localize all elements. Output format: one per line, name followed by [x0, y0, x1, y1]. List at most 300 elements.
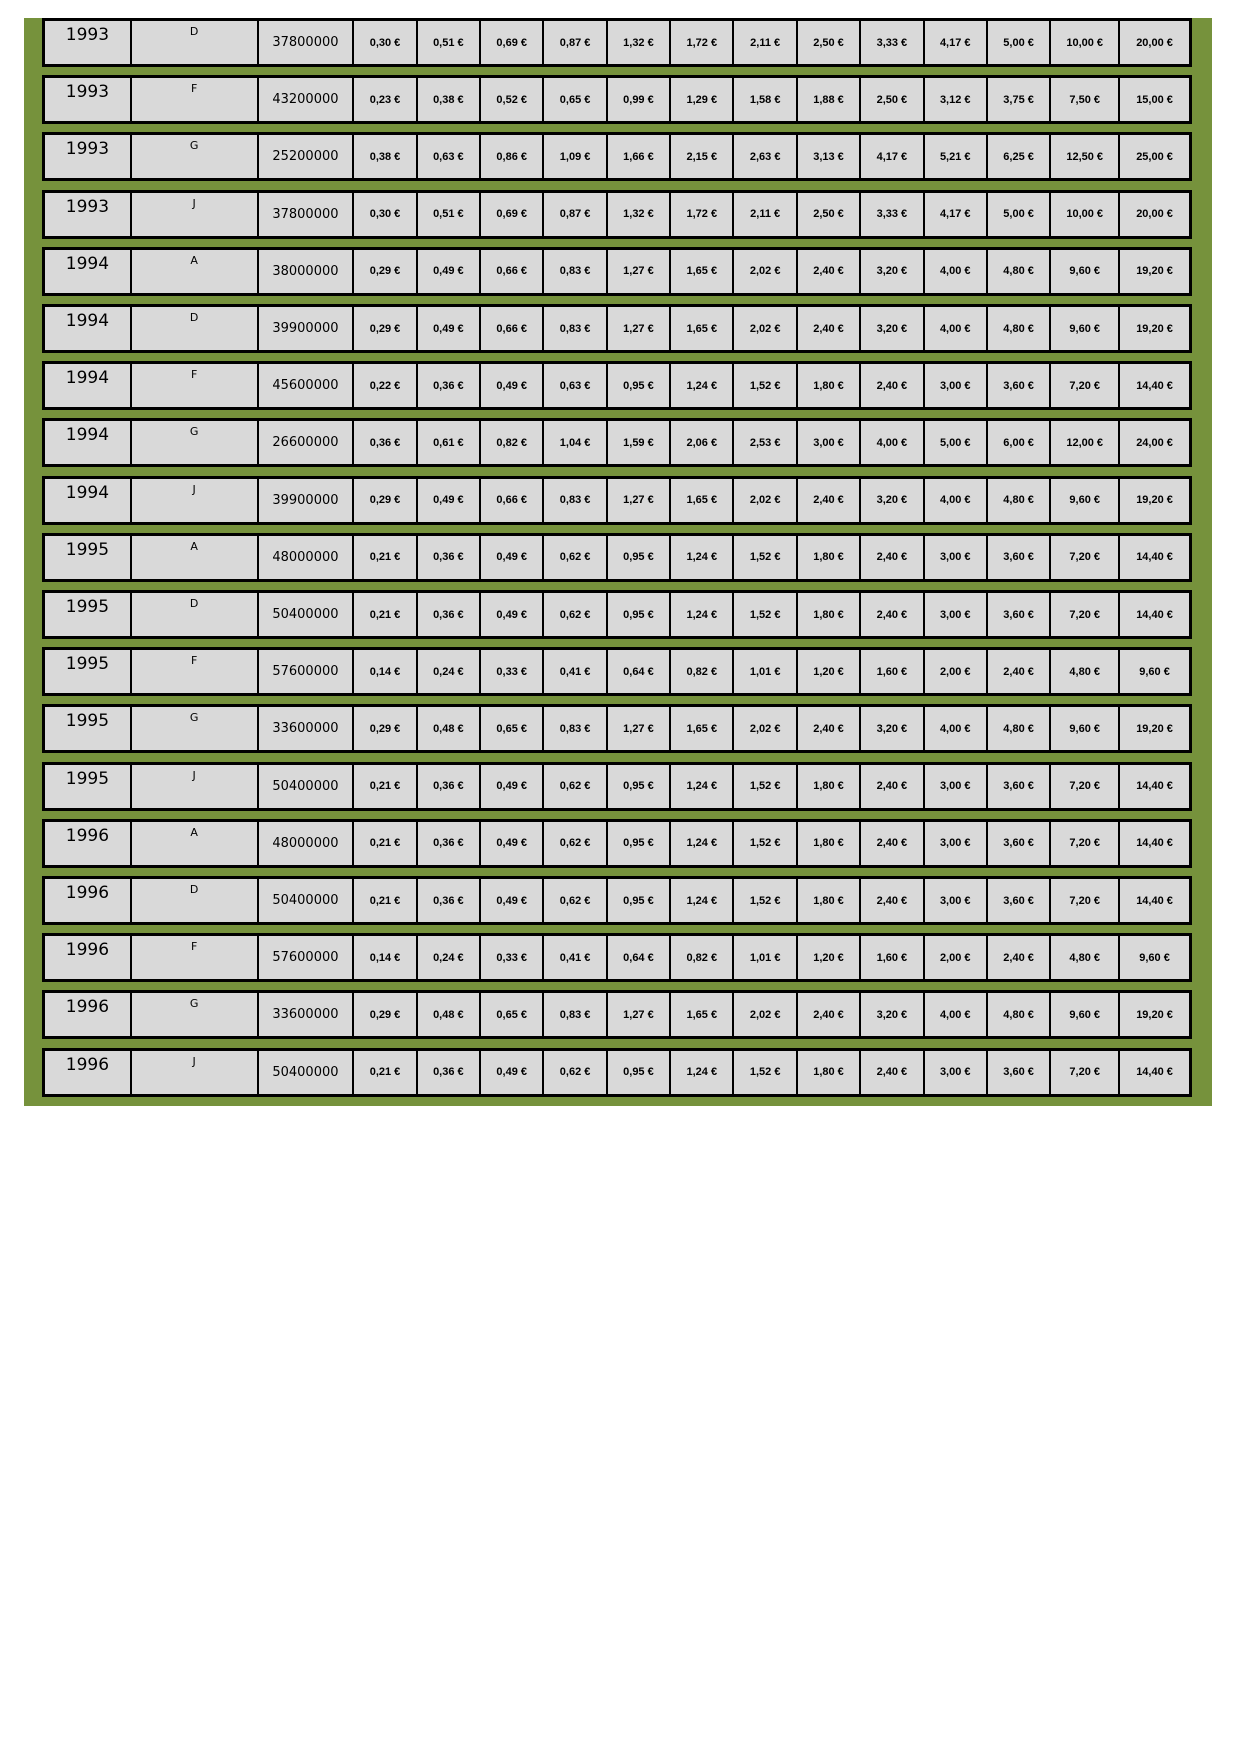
- year-cell: 1995: [45, 650, 132, 693]
- table-row: [42, 1048, 1192, 1097]
- year-cell: 1994: [45, 364, 132, 407]
- year-cell: 1995: [45, 536, 132, 579]
- price-cell: 0,49 €: [481, 593, 544, 636]
- price-cell: 4,80 €: [988, 993, 1051, 1036]
- price-cell: 0,65 €: [481, 707, 544, 750]
- year-cell: 1996: [45, 822, 132, 865]
- code-cell: J: [132, 1051, 259, 1094]
- price-cell: 4,00 €: [861, 421, 924, 464]
- price-cell: 0,82 €: [671, 936, 734, 979]
- price-cell: 1,29 €: [671, 78, 734, 121]
- price-cell: 0,24 €: [418, 650, 481, 693]
- year-cell: 1995: [45, 765, 132, 808]
- price-cell: 0,49 €: [481, 765, 544, 808]
- price-cell: 2,50 €: [861, 78, 924, 121]
- price-cell: 19,20 €: [1136, 1008, 1173, 1021]
- price-cell: 4,80 €: [1051, 936, 1120, 979]
- table-row: [42, 819, 1192, 868]
- price-cell: 2,40 €: [798, 479, 861, 522]
- price-cell: 7,20 €: [1051, 364, 1120, 407]
- price-cell: 0,82 €: [481, 421, 544, 464]
- price-cell: 0,95 €: [608, 593, 671, 636]
- quantity-cell: 50400000: [259, 879, 355, 922]
- price-cell: 0,21 €: [354, 822, 417, 865]
- quantity-cell: 45600000: [259, 364, 355, 407]
- price-cell: 0,66 €: [481, 250, 544, 293]
- quantity-cell: 57600000: [259, 650, 355, 693]
- price-cell: 0,33 €: [481, 936, 544, 979]
- price-cell: 2,50 €: [798, 21, 861, 64]
- price-cell: 0,29 €: [354, 993, 417, 1036]
- price-cell: 4,00 €: [925, 707, 988, 750]
- price-cell: 1,60 €: [861, 650, 924, 693]
- table-row: [42, 75, 1192, 124]
- price-cell: 0,95 €: [608, 364, 671, 407]
- code-cell: F: [132, 936, 259, 979]
- price-cell: 3,20 €: [861, 479, 924, 522]
- price-cell: 2,02 €: [734, 479, 797, 522]
- price-cell: 0,21 €: [354, 765, 417, 808]
- price-cell: 25,00 €: [1136, 150, 1173, 163]
- price-cell: 4,80 €: [988, 479, 1051, 522]
- price-cell: 3,13 €: [798, 135, 861, 178]
- code-cell: A: [132, 536, 259, 579]
- price-cell: 1,65 €: [671, 707, 734, 750]
- code-cell: G: [132, 135, 259, 178]
- price-cell: 3,60 €: [988, 879, 1051, 922]
- price-cell: 0,69 €: [481, 21, 544, 64]
- price-cell: 3,60 €: [988, 822, 1051, 865]
- table-row: [42, 647, 1192, 696]
- price-cell: 0,95 €: [608, 879, 671, 922]
- quantity-cell: 39900000: [259, 307, 355, 350]
- price-cell: 19,20 €: [1136, 494, 1173, 507]
- price-cell: 6,00 €: [988, 421, 1051, 464]
- price-cell: 3,20 €: [861, 707, 924, 750]
- price-cell: 1,20 €: [798, 650, 861, 693]
- price-cell: 3,00 €: [798, 421, 861, 464]
- price-cell: 3,00 €: [925, 536, 988, 579]
- price-cell: 1,52 €: [734, 536, 797, 579]
- price-cell: 2,00 €: [925, 936, 988, 979]
- price-cell: 3,20 €: [861, 250, 924, 293]
- price-cell: 1,24 €: [671, 879, 734, 922]
- year-cell: 1994: [45, 250, 132, 293]
- price-cell: 2,40 €: [861, 765, 924, 808]
- code-cell: D: [132, 21, 259, 64]
- table-row: [42, 247, 1192, 296]
- price-cell: 0,29 €: [354, 250, 417, 293]
- price-cell: 1,32 €: [608, 193, 671, 236]
- price-cell: 0,62 €: [544, 593, 607, 636]
- price-cell: 0,49 €: [481, 822, 544, 865]
- price-cell: 0,51 €: [418, 193, 481, 236]
- price-cell: 2,02 €: [734, 707, 797, 750]
- price-cell: 15,00 €: [1136, 93, 1173, 106]
- price-cell: 10,00 €: [1051, 21, 1120, 64]
- price-cell: 0,63 €: [418, 135, 481, 178]
- price-cell: 0,69 €: [481, 193, 544, 236]
- code-cell: J: [132, 193, 259, 236]
- price-cell: 0,14 €: [354, 650, 417, 693]
- price-cell: 2,11 €: [734, 193, 797, 236]
- year-cell: 1996: [45, 993, 132, 1036]
- quantity-cell: 25200000: [259, 135, 355, 178]
- code-cell: G: [132, 421, 259, 464]
- price-cell: 0,41 €: [544, 650, 607, 693]
- price-cell: 4,80 €: [988, 307, 1051, 350]
- price-cell: 0,62 €: [544, 536, 607, 579]
- price-cell: 0,49 €: [481, 364, 544, 407]
- price-cell: 1,27 €: [608, 250, 671, 293]
- price-cell: 1,80 €: [798, 822, 861, 865]
- price-cell: 0,62 €: [544, 765, 607, 808]
- price-cell: 1,27 €: [608, 307, 671, 350]
- price-cell: 0,14 €: [354, 936, 417, 979]
- price-cell: 1,58 €: [734, 78, 797, 121]
- price-cell: 0,22 €: [354, 364, 417, 407]
- price-cell: 2,40 €: [861, 879, 924, 922]
- price-cell: 3,60 €: [988, 593, 1051, 636]
- price-cell: 0,38 €: [354, 135, 417, 178]
- price-cell: 0,62 €: [544, 879, 607, 922]
- price-cell: 4,17 €: [861, 135, 924, 178]
- price-cell: 24,00 €: [1136, 436, 1173, 449]
- table-row: [42, 933, 1192, 982]
- price-cell: 0,48 €: [418, 993, 481, 1036]
- price-cell: 0,83 €: [544, 479, 607, 522]
- table-row: [42, 990, 1192, 1039]
- price-cell: 5,00 €: [925, 421, 988, 464]
- price-cell: 0,82 €: [671, 650, 734, 693]
- price-cell: 1,88 €: [798, 78, 861, 121]
- year-cell: 1996: [45, 879, 132, 922]
- code-cell: G: [132, 707, 259, 750]
- price-cell: 0,64 €: [608, 650, 671, 693]
- price-cell: 10,00 €: [1051, 193, 1120, 236]
- price-cell: 3,20 €: [861, 307, 924, 350]
- price-cell: 0,52 €: [481, 78, 544, 121]
- price-cell: 1,01 €: [734, 650, 797, 693]
- price-cell: 3,00 €: [925, 879, 988, 922]
- price-cell: 0,95 €: [608, 822, 671, 865]
- price-cell: 0,41 €: [544, 936, 607, 979]
- price-cell: 2,50 €: [798, 193, 861, 236]
- price-cell: 0,38 €: [418, 78, 481, 121]
- price-cell: 0,36 €: [418, 364, 481, 407]
- quantity-cell: 33600000: [259, 993, 355, 1036]
- price-cell: 2,40 €: [798, 993, 861, 1036]
- price-cell: 9,60 €: [1051, 993, 1120, 1036]
- price-cell: 1,72 €: [671, 193, 734, 236]
- price-cell: 1,80 €: [798, 536, 861, 579]
- price-cell: 5,00 €: [988, 21, 1051, 64]
- price-cell: 3,60 €: [988, 1051, 1051, 1094]
- price-cell: 0,66 €: [481, 307, 544, 350]
- price-cell: 1,65 €: [671, 993, 734, 1036]
- price-cell: 4,17 €: [925, 193, 988, 236]
- price-cell: 1,01 €: [734, 936, 797, 979]
- price-cell: 7,20 €: [1051, 536, 1120, 579]
- price-cell: 2,40 €: [861, 1051, 924, 1094]
- price-cell: 7,50 €: [1051, 78, 1120, 121]
- code-cell: D: [132, 307, 259, 350]
- price-cell: 1,27 €: [608, 993, 671, 1036]
- price-cell: 4,80 €: [1051, 650, 1120, 693]
- price-cell: 2,63 €: [734, 135, 797, 178]
- quantity-cell: 33600000: [259, 707, 355, 750]
- price-cell: 1,04 €: [544, 421, 607, 464]
- price-cell: 0,49 €: [418, 250, 481, 293]
- price-cell: 0,49 €: [418, 479, 481, 522]
- quantity-cell: 39900000: [259, 479, 355, 522]
- price-cell: 1,60 €: [861, 936, 924, 979]
- price-cell: 1,24 €: [671, 364, 734, 407]
- price-cell: 1,59 €: [608, 421, 671, 464]
- price-cell: 0,24 €: [418, 936, 481, 979]
- price-cell: 20,00 €: [1136, 36, 1173, 49]
- price-cell: 3,75 €: [988, 78, 1051, 121]
- price-cell: 0,36 €: [418, 593, 481, 636]
- price-cell: 2,06 €: [671, 421, 734, 464]
- price-cell: 0,87 €: [544, 21, 607, 64]
- code-cell: F: [132, 650, 259, 693]
- price-cell: 0,36 €: [418, 822, 481, 865]
- year-cell: 1996: [45, 936, 132, 979]
- price-cell: 0,49 €: [481, 879, 544, 922]
- price-cell: 3,00 €: [925, 765, 988, 808]
- price-cell: 1,24 €: [671, 536, 734, 579]
- price-cell: 1,65 €: [671, 479, 734, 522]
- price-cell: 0,36 €: [354, 421, 417, 464]
- price-cell: 3,00 €: [925, 593, 988, 636]
- price-cell: 9,60 €: [1139, 665, 1170, 678]
- price-cell: 2,11 €: [734, 21, 797, 64]
- price-cell: 4,80 €: [988, 707, 1051, 750]
- price-cell: 1,24 €: [671, 822, 734, 865]
- code-cell: F: [132, 364, 259, 407]
- price-cell: 1,27 €: [608, 707, 671, 750]
- year-cell: 1996: [45, 1051, 132, 1094]
- price-cell: 1,24 €: [671, 765, 734, 808]
- table-row: [42, 304, 1192, 353]
- price-cell: 0,83 €: [544, 707, 607, 750]
- table-row: [42, 590, 1192, 639]
- price-cell: 0,36 €: [418, 536, 481, 579]
- price-cell: 2,40 €: [798, 250, 861, 293]
- price-cell: 2,00 €: [925, 650, 988, 693]
- price-cell: 0,87 €: [544, 193, 607, 236]
- price-cell: 1,80 €: [798, 1051, 861, 1094]
- price-cell: 7,20 €: [1051, 765, 1120, 808]
- price-cell: 2,40 €: [798, 307, 861, 350]
- price-cell: 0,83 €: [544, 307, 607, 350]
- price-cell: 5,00 €: [988, 193, 1051, 236]
- code-cell: A: [132, 822, 259, 865]
- price-cell: 3,00 €: [925, 364, 988, 407]
- price-cell: 0,83 €: [544, 993, 607, 1036]
- price-cell: 0,66 €: [481, 479, 544, 522]
- quantity-cell: 43200000: [259, 78, 355, 121]
- year-cell: 1994: [45, 307, 132, 350]
- price-cell: 14,40 €: [1136, 1066, 1173, 1079]
- price-cell: 5,21 €: [925, 135, 988, 178]
- price-cell: 19,20 €: [1136, 722, 1173, 735]
- quantity-cell: 38000000: [259, 250, 355, 293]
- price-cell: 9,60 €: [1051, 479, 1120, 522]
- price-cell: 1,80 €: [798, 765, 861, 808]
- price-cell: 0,65 €: [481, 993, 544, 1036]
- quantity-cell: 26600000: [259, 421, 355, 464]
- price-cell: 0,51 €: [418, 21, 481, 64]
- price-cell: 0,36 €: [418, 879, 481, 922]
- price-cell: 3,60 €: [988, 536, 1051, 579]
- price-cell: 0,23 €: [354, 78, 417, 121]
- code-cell: D: [132, 879, 259, 922]
- price-cell: 1,80 €: [798, 593, 861, 636]
- price-cell: 6,25 €: [988, 135, 1051, 178]
- year-cell: 1994: [45, 421, 132, 464]
- price-cell: 4,00 €: [925, 250, 988, 293]
- year-cell: 1993: [45, 78, 132, 121]
- price-cell: 0,95 €: [608, 536, 671, 579]
- price-cell: 2,53 €: [734, 421, 797, 464]
- price-cell: 12,00 €: [1051, 421, 1120, 464]
- price-cell: 3,60 €: [988, 765, 1051, 808]
- price-cell: 4,00 €: [925, 479, 988, 522]
- price-cell: 0,48 €: [418, 707, 481, 750]
- quantity-cell: 57600000: [259, 936, 355, 979]
- price-cell: 2,40 €: [988, 936, 1051, 979]
- price-cell: 2,40 €: [861, 536, 924, 579]
- price-cell: 0,21 €: [354, 593, 417, 636]
- price-cell: 0,65 €: [544, 78, 607, 121]
- price-cell: 9,60 €: [1051, 307, 1120, 350]
- price-cell: 1,24 €: [671, 1051, 734, 1094]
- price-cell: 0,49 €: [481, 1051, 544, 1094]
- price-cell: 0,62 €: [544, 822, 607, 865]
- price-cell: 9,60 €: [1051, 250, 1120, 293]
- year-cell: 1995: [45, 593, 132, 636]
- price-cell: 1,27 €: [608, 479, 671, 522]
- price-cell: 14,40 €: [1136, 780, 1173, 793]
- quantity-cell: 50400000: [259, 1051, 355, 1094]
- code-cell: G: [132, 993, 259, 1036]
- price-cell: 3,60 €: [988, 364, 1051, 407]
- code-cell: F: [132, 78, 259, 121]
- price-cell: 1,20 €: [798, 936, 861, 979]
- price-cell: 1,09 €: [544, 135, 607, 178]
- price-cell: 1,65 €: [671, 250, 734, 293]
- price-cell: 2,02 €: [734, 250, 797, 293]
- price-cell: 2,40 €: [861, 364, 924, 407]
- price-cell: 19,20 €: [1136, 322, 1173, 335]
- price-cell: 0,49 €: [418, 307, 481, 350]
- quantity-cell: 48000000: [259, 536, 355, 579]
- year-cell: 1994: [45, 479, 132, 522]
- price-cell: 1,65 €: [671, 307, 734, 350]
- price-cell: 1,80 €: [798, 879, 861, 922]
- price-cell: 3,00 €: [925, 1051, 988, 1094]
- price-cell: 0,21 €: [354, 536, 417, 579]
- price-cell: 2,40 €: [861, 822, 924, 865]
- year-cell: 1993: [45, 21, 132, 64]
- price-cell: 1,52 €: [734, 364, 797, 407]
- price-cell: 14,40 €: [1136, 551, 1173, 564]
- table-row: [42, 476, 1192, 525]
- quantity-cell: 37800000: [259, 21, 355, 64]
- price-cell: 1,66 €: [608, 135, 671, 178]
- price-cell: 2,40 €: [798, 707, 861, 750]
- price-cell: 7,20 €: [1051, 822, 1120, 865]
- price-cell: 0,30 €: [354, 193, 417, 236]
- price-cell: 12,50 €: [1051, 135, 1120, 178]
- price-cell: 0,64 €: [608, 936, 671, 979]
- price-cell: 14,40 €: [1136, 608, 1173, 621]
- price-cell: 2,02 €: [734, 993, 797, 1036]
- price-cell: 2,40 €: [988, 650, 1051, 693]
- price-cell: 0,36 €: [418, 1051, 481, 1094]
- price-cell: 0,29 €: [354, 707, 417, 750]
- price-cell: 0,99 €: [608, 78, 671, 121]
- price-cell: 3,20 €: [861, 993, 924, 1036]
- quantity-cell: 37800000: [259, 193, 355, 236]
- code-cell: J: [132, 479, 259, 522]
- price-cell: 7,20 €: [1051, 879, 1120, 922]
- price-cell: 1,52 €: [734, 593, 797, 636]
- price-cell: 1,52 €: [734, 822, 797, 865]
- price-cell: 0,95 €: [608, 765, 671, 808]
- price-cell: 2,40 €: [861, 593, 924, 636]
- price-cell: 1,52 €: [734, 765, 797, 808]
- price-cell: 9,60 €: [1139, 951, 1170, 964]
- year-cell: 1993: [45, 135, 132, 178]
- price-cell: 20,00 €: [1136, 208, 1173, 221]
- table-row: [42, 18, 1192, 67]
- table-row: [42, 704, 1192, 753]
- price-cell: 0,49 €: [481, 536, 544, 579]
- price-cell: 0,36 €: [418, 765, 481, 808]
- price-cell: 0,83 €: [544, 250, 607, 293]
- table-row: [42, 361, 1192, 410]
- price-cell: 19,20 €: [1136, 265, 1173, 278]
- price-cell: 0,29 €: [354, 479, 417, 522]
- quantity-cell: 50400000: [259, 765, 355, 808]
- price-cell: 0,30 €: [354, 21, 417, 64]
- price-cell: 0,61 €: [418, 421, 481, 464]
- price-cell: 4,17 €: [925, 21, 988, 64]
- code-cell: A: [132, 250, 259, 293]
- price-cell: 14,40 €: [1136, 837, 1173, 850]
- price-cell: 4,00 €: [925, 993, 988, 1036]
- year-cell: 1995: [45, 707, 132, 750]
- price-cell: 0,21 €: [354, 879, 417, 922]
- price-cell: 1,32 €: [608, 21, 671, 64]
- table-row: [42, 190, 1192, 239]
- price-cell: 0,21 €: [354, 1051, 417, 1094]
- table-row: [42, 762, 1192, 811]
- price-cell: 4,00 €: [925, 307, 988, 350]
- price-cell: 3,33 €: [861, 193, 924, 236]
- price-cell: 0,62 €: [544, 1051, 607, 1094]
- table-row: [42, 533, 1192, 582]
- price-cell: 14,40 €: [1136, 894, 1173, 907]
- price-cell: 0,33 €: [481, 650, 544, 693]
- table-row: [42, 132, 1192, 181]
- price-cell: 1,24 €: [671, 593, 734, 636]
- price-cell: 3,12 €: [925, 78, 988, 121]
- price-cell: 0,95 €: [608, 1051, 671, 1094]
